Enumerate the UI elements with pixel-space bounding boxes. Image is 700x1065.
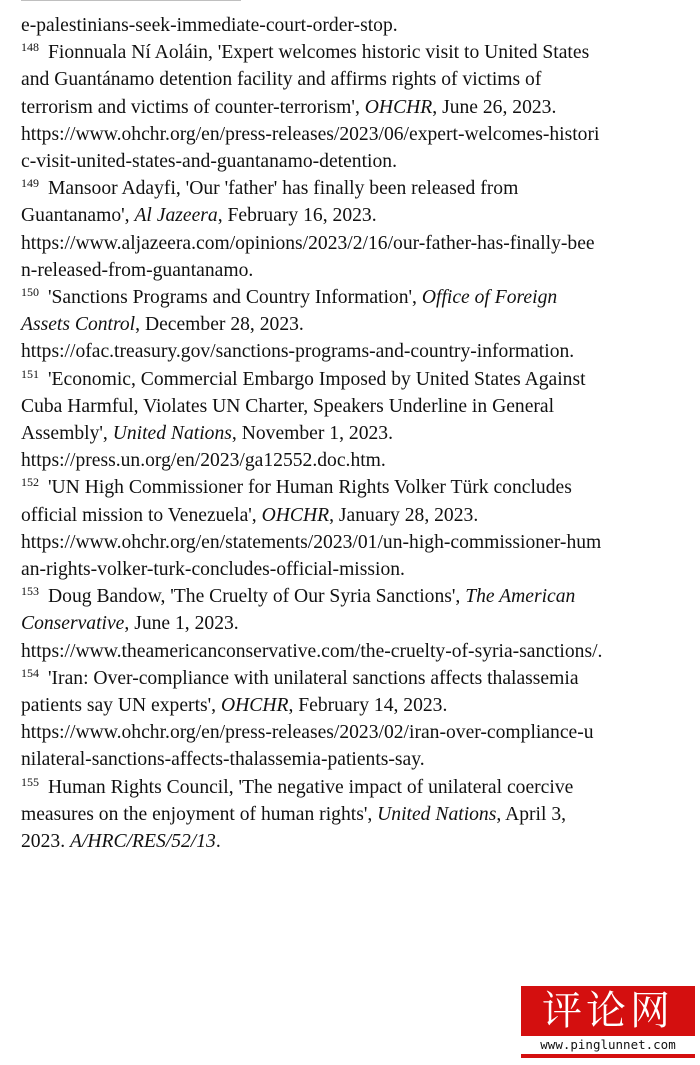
- footnote-url: nilateral-sanctions-affects-thalassemia-patients-say.: [21, 749, 425, 771]
- source-title: The American: [465, 586, 576, 608]
- source-title: Conservative: [21, 613, 125, 635]
- footnote-number: 152: [21, 475, 39, 490]
- footnote-150: $^{150}$ 'Sanctions Programs and Country Information', Office of Foreign Assets Control, December 28, 2023. https://ofac.treasury.gov/sanctions-programs-and-country-information.: [21, 284, 686, 366]
- footnote-continuation: e-palestinians-seek-immediate-court-order-stop.: [21, 15, 398, 36]
- footnote-148: $^{148}$ Fionnuala Ní Aoláin, 'Expert welcomes historic visit to United States and Guantánamo detention facility and affirms rights of victims of terrorism and victims of counter-terrorism', OHCHR, June 26, 2023. https://www.ohchr.org/en/press-releases/2023/06/expert-welcomes-histori c-visit-united-states-and-guantanamo-detention.: [21, 39, 686, 175]
- footnote-number: 154: [21, 665, 39, 680]
- source-title: United Nations: [112, 423, 232, 445]
- footnote-152: $^{152}$ 'UN High Commissioner for Human Rights Volker Türk concludes official mission to Venezuela', OHCHR, January 28, 2023. https://www.ohchr.org/en/statements/2023/01/un-high-commissioner-hum an-rights-volker-turk-concludes-official-mission.: [21, 474, 686, 583]
- footnote-153: $^{153}$ Doug Bandow, 'The Cruelty of Our Syria Sanctions', The American Conservative, June 1, 2023. https://www.theamericanconservative.com/the-cruelty-of-syria-sanctions/.: [21, 583, 686, 665]
- footnotes-section: [21, 12, 686, 855]
- source-title: United Nations: [377, 803, 497, 825]
- document-symbol: A/HRC/RES/52/13: [69, 831, 216, 853]
- footnote-url: https://press.un.org/en/2023/ga12552.doc.htm.: [21, 450, 386, 472]
- watermark-logo-text: 评论网: [542, 988, 674, 1034]
- footnote-url: https://www.aljazeera.com/opinions/2023/2/16/our-father-has-finally-bee: [21, 232, 595, 254]
- source-title: OHCHR: [220, 695, 289, 717]
- footnote-url: c-visit-united-states-and-guantanamo-detention.: [21, 151, 397, 173]
- footnote-number: 149: [21, 176, 39, 191]
- footnote-url: n-released-from-guantanamo.: [21, 259, 254, 281]
- footnote-149: $^{149}$ Mansoor Adayfi, 'Our 'father' has finally been released from Guantanamo', Al Jazeera, February 16, 2023. https://www.aljazeera.com/opinions/2023/2/16/our-father-has-finally-bee n-released-from-guantanamo.: [21, 175, 686, 284]
- footnote-url: an-rights-volker-turk-concludes-official-mission.: [21, 559, 405, 581]
- footnote-number: 153: [21, 584, 39, 599]
- source-title: Al Jazeera: [134, 205, 218, 227]
- footnote-separator-rule: [21, 0, 241, 1]
- footnote-number: 155: [21, 774, 39, 789]
- footnote-155: $^{155}$ Human Rights Council, 'The negative impact of unilateral coercive measures on the enjoyment of human rights', United Nations, April 3, 2023. A/HRC/RES/52/13.: [21, 774, 574, 853]
- site-watermark: [521, 986, 695, 1058]
- source-title: OHCHR: [364, 96, 433, 118]
- footnote-154: $^{154}$ 'Iran: Over-compliance with unilateral sanctions affects thalassemia patients say UN experts', OHCHR, February 14, 2023. https://www.ohchr.org/en/press-releases/2023/02/iran-over-compliance-u nilateral-sanctions-affects-thalassemia-patients-say.: [21, 665, 686, 774]
- footnote-url: https://www.ohchr.org/en/press-releases/2023/02/iran-over-compliance-u: [21, 722, 594, 744]
- footnote-number: 148: [21, 40, 39, 55]
- watermark-url: www.pinglunnet.com: [521, 1036, 695, 1054]
- footnote-url: https://www.ohchr.org/en/press-releases/2023/06/expert-welcomes-histori: [21, 123, 600, 145]
- footnote-url: https://www.theamericanconservative.com/the-cruelty-of-syria-sanctions/.: [21, 640, 603, 662]
- footnote-url: https://www.ohchr.org/en/statements/2023/01/un-high-commissioner-hum: [21, 531, 602, 553]
- source-title: Office of Foreign: [421, 287, 558, 309]
- footnote-151: $^{151}$ 'Economic, Commercial Embargo Imposed by United States Against Cuba Harmful, Violates UN Charter, Speakers Underline in General Assembly', United Nations, November 1, 2023. https://press.un.org/en/2023/ga12552.doc.htm.: [21, 366, 686, 475]
- source-title: Assets Control: [21, 314, 136, 336]
- footnote-number: 150: [21, 285, 39, 300]
- footnote-url: https://ofac.treasury.gov/sanctions-programs-and-country-information.: [21, 341, 575, 363]
- footnote-number: 151: [21, 366, 39, 381]
- source-title: OHCHR: [261, 504, 330, 526]
